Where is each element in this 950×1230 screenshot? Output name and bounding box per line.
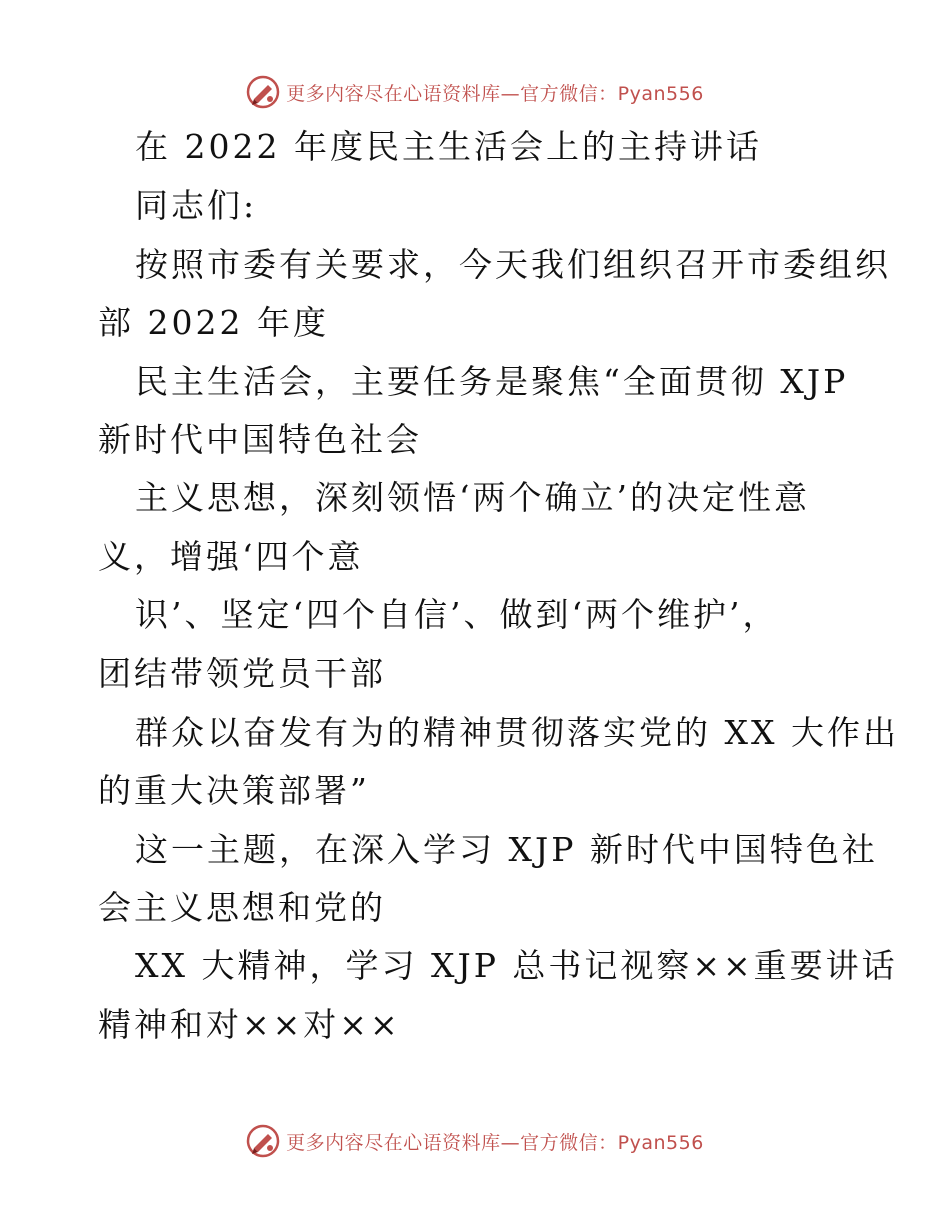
footer-watermark bbox=[0, 1119, 950, 1163]
paragraph-line: 部 2022 年度 bbox=[98, 303, 329, 342]
document-title: 在 2022 年度民主生活会上的主持讲话 bbox=[135, 127, 762, 166]
paragraph-line: 识’、坚定‘四个自信’、做到‘两个维护’， bbox=[135, 595, 779, 634]
paragraph-line: 这一主题，在深入学习 XJP 新时代中国特色社 bbox=[135, 830, 878, 869]
paragraph-line: 的重大决策部署” bbox=[98, 771, 370, 810]
paragraph-line: 按照市委有关要求，今天我们组织召开市委组织 bbox=[135, 245, 891, 284]
paragraph-line: 民主生活会，主要任务是聚焦“全面贯彻 XJP bbox=[135, 362, 849, 401]
paragraph-line: 新时代中国特色社会 bbox=[98, 420, 422, 459]
paragraph-line: 群众以奋发有为的精神贯彻落实党的 XX 大作出 bbox=[135, 713, 899, 752]
paragraph-line: 精神和对××对×× bbox=[98, 1005, 401, 1044]
paragraph-line: XX 大精神，学习 XJP 总书记视察××重要讲话 bbox=[135, 946, 898, 985]
paragraph-line: 义，增强‘四个意 bbox=[98, 537, 364, 576]
watermark-text: 更多内容尽在心语资料库—官方微信：Pyan556 bbox=[286, 1131, 704, 1154]
watermark-text: 更多内容尽在心语资料库—官方微信：Pyan556 bbox=[286, 82, 704, 105]
paragraph-line: 会主义思想和党的 bbox=[98, 888, 386, 927]
paragraph-line: 主义思想，深刻领悟‘两个确立’的决定性意 bbox=[135, 478, 810, 517]
paragraph-line: 团结带领党员干部 bbox=[98, 654, 386, 693]
pen-tablet-logo-icon bbox=[246, 1124, 280, 1158]
salutation: 同志们: bbox=[135, 186, 258, 225]
